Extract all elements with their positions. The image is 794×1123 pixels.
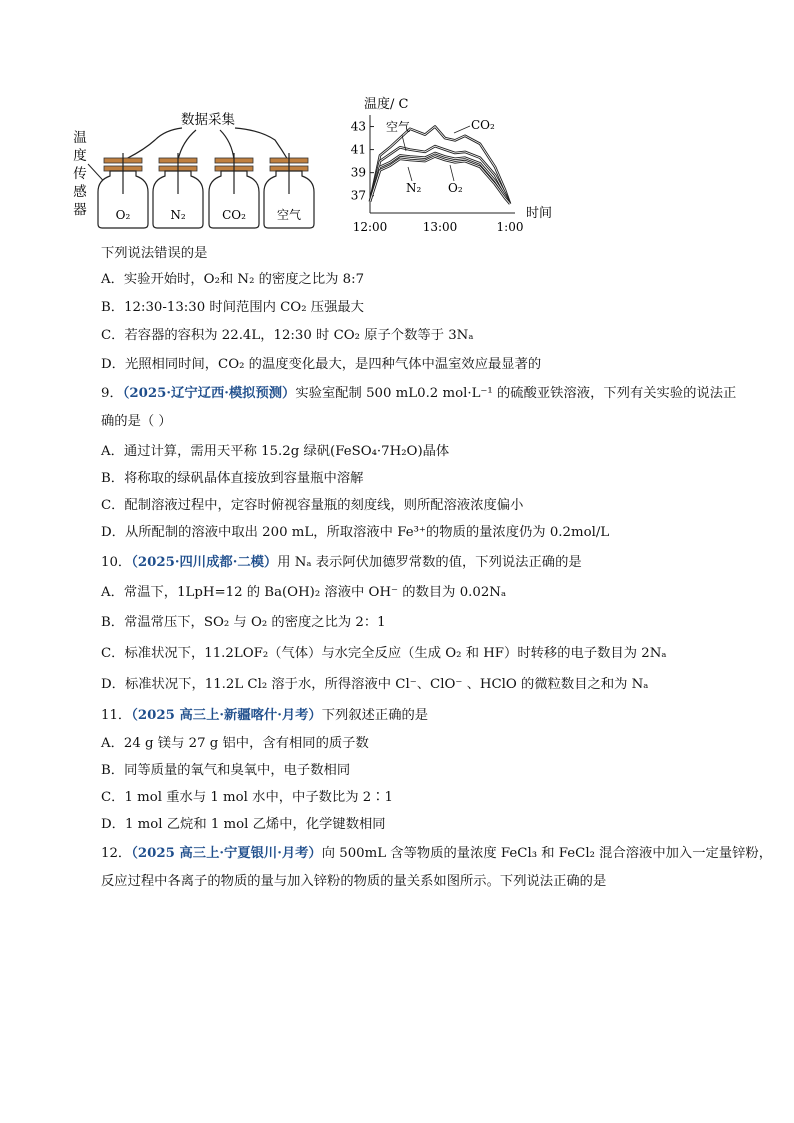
q9-option-c: C．配制溶液过程中，定容时俯视容量瓶的刻度线，则所配溶液浓度偏小 — [101, 498, 524, 513]
q12-source: （2025 高三上·宁夏银川·月考） — [131, 846, 322, 861]
bottle-label-air: 空气 — [276, 208, 302, 222]
sensor-label-1: 温 — [73, 130, 87, 146]
x-tick-label: 12:00 — [352, 220, 388, 234]
bottle-co2 — [209, 153, 259, 228]
sensor-label-2: 度 — [73, 148, 87, 164]
q12-stem-text: 向 500mL 含等物质的量浓度 FeCl₃ 和 FeCl₂ 混合溶液中加入一定量锌粉， — [321, 846, 772, 861]
y-tick-label: 43 — [350, 119, 366, 134]
q8-option-c: C．若容器的容积为 22.4L，12:30 时 CO₂ 原子个数等于 3Nₐ — [101, 328, 474, 343]
x-tick-label: 13:00 — [422, 220, 458, 234]
bottle-label-o2: O₂ — [115, 208, 131, 222]
sensor-label-4: 感 — [73, 184, 87, 200]
sensor-label-5: 器 — [73, 202, 87, 218]
q12-stem-line1 — [101, 845, 772, 863]
q10-option-c: C．标准状况下，11.2LOF₂（气体）与水完全反应（生成 O₂ 和 HF）时转移的电子数目为 2Nₐ — [101, 646, 667, 661]
q10-stem-text: 用 Nₐ 表示阿伏加德罗常数的值，下列说法正确的是 — [277, 555, 582, 570]
q10-source: （2025·四川成都·二模） — [131, 555, 278, 570]
q10-option-b: B．常温常压下，SO₂ 与 O₂ 的密度之比为 2：1 — [101, 615, 386, 630]
q11-stem — [101, 707, 428, 725]
bottle-label-n2: N₂ — [170, 208, 186, 222]
temperature-chart — [350, 95, 565, 237]
series-pointer-co2 — [454, 126, 470, 133]
q12-number: 12． — [101, 846, 132, 861]
y-tick-label: 37 — [350, 188, 366, 203]
x-axis-label: 时间 — [526, 206, 553, 221]
q11-option-b: B．同等质量的氧气和臭氧中，电子数相同 — [101, 763, 351, 778]
sensor-label-3: 传 — [73, 166, 87, 182]
data-collect-label: 数据采集 — [181, 112, 235, 128]
q9-stem: 实验室配制 500 mL0.2 mol·L⁻¹ 的硫酸亚铁溶液，下列有关实验的说法正 — [295, 386, 737, 401]
collector-wires — [124, 128, 288, 160]
q8-option-a: A．实验开始时，O₂和 N₂ 的密度之比为 8:7 — [101, 272, 365, 287]
q9-source: （2025·辽宁辽西·模拟预测） — [122, 386, 296, 401]
q8-option-b: B．12:30-13:30 时间范围内 CO₂ 压强最大 — [101, 300, 364, 315]
q9-stem-line1 — [101, 385, 736, 403]
q10-stem — [101, 554, 582, 572]
q11-number: 11． — [101, 708, 132, 723]
apparatus-figure — [70, 108, 350, 233]
series-label-air: 空气 — [386, 120, 411, 134]
bottle-n2 — [153, 153, 203, 228]
y-tick-label: 39 — [350, 165, 366, 180]
bottle-label-co2: CO₂ — [222, 208, 246, 222]
series-pointer-o2 — [450, 165, 454, 181]
q11-source: （2025 高三上·新疆喀什·月考） — [131, 708, 322, 723]
bottle-o2 — [98, 153, 148, 228]
q10-option-d: D．标准状况下，11.2L Cl₂ 溶于水，所得溶液中 Cl⁻、ClO⁻ 、HClO 的微粒数目之和为 Nₐ — [101, 677, 649, 692]
q11-option-d: D．1 mol 乙烷和 1 mol 乙烯中，化学键数相同 — [101, 817, 386, 832]
bottle-air — [264, 153, 314, 228]
q10-number: 10． — [101, 555, 132, 570]
q11-stem-text: 下列叙述正确的是 — [321, 708, 429, 723]
y-tick-label: 41 — [350, 142, 366, 157]
q9-number: 9． — [101, 386, 123, 401]
series-label-n2: N₂ — [406, 181, 422, 195]
y-axis-label: 温度/ C — [364, 97, 409, 112]
x-tick-label: 1:00 — [496, 220, 524, 234]
q9-stem-line2: 确的是（ ） — [101, 414, 172, 429]
series-pointer-n2 — [408, 167, 412, 181]
series-label-co2: CO₂ — [471, 118, 495, 132]
q10-option-a: A．常温下，1LpH=12 的 Ba(OH)₂ 溶液中 OH⁻ 的数目为 0.02Nₐ — [101, 585, 507, 600]
q9-option-a: A．通过计算，需用天平称 15.2g 绿矾(FeSO₄·7H₂O)晶体 — [101, 444, 450, 459]
q11-option-a: A．24 g 镁与 27 g 铝中，含有相同的质子数 — [101, 736, 369, 751]
q8-option-d: D．光照相同时间，CO₂ 的温度变化最大，是四种气体中温室效应最显著的 — [101, 357, 542, 372]
series-label-o2: O₂ — [448, 181, 463, 195]
q12-stem-line2: 反应过程中各离子的物质的量与加入锌粉的物质的量关系如图所示。下列说法正确的是 — [101, 874, 607, 889]
q9-option-d: D．从所配制的溶液中取出 200 mL，所取溶液中 Fe³⁺的物质的量浓度仍为 0.2mol/L — [101, 525, 610, 540]
q8-stem: 下列说法错误的是 — [101, 246, 208, 261]
q9-option-b: B．将称取的绿矾晶体直接放到容量瓶中溶解 — [101, 471, 364, 486]
q11-option-c: C．1 mol 重水与 1 mol 水中，中子数比为 2∶1 — [101, 790, 393, 805]
series-line-3 — [370, 157, 510, 204]
